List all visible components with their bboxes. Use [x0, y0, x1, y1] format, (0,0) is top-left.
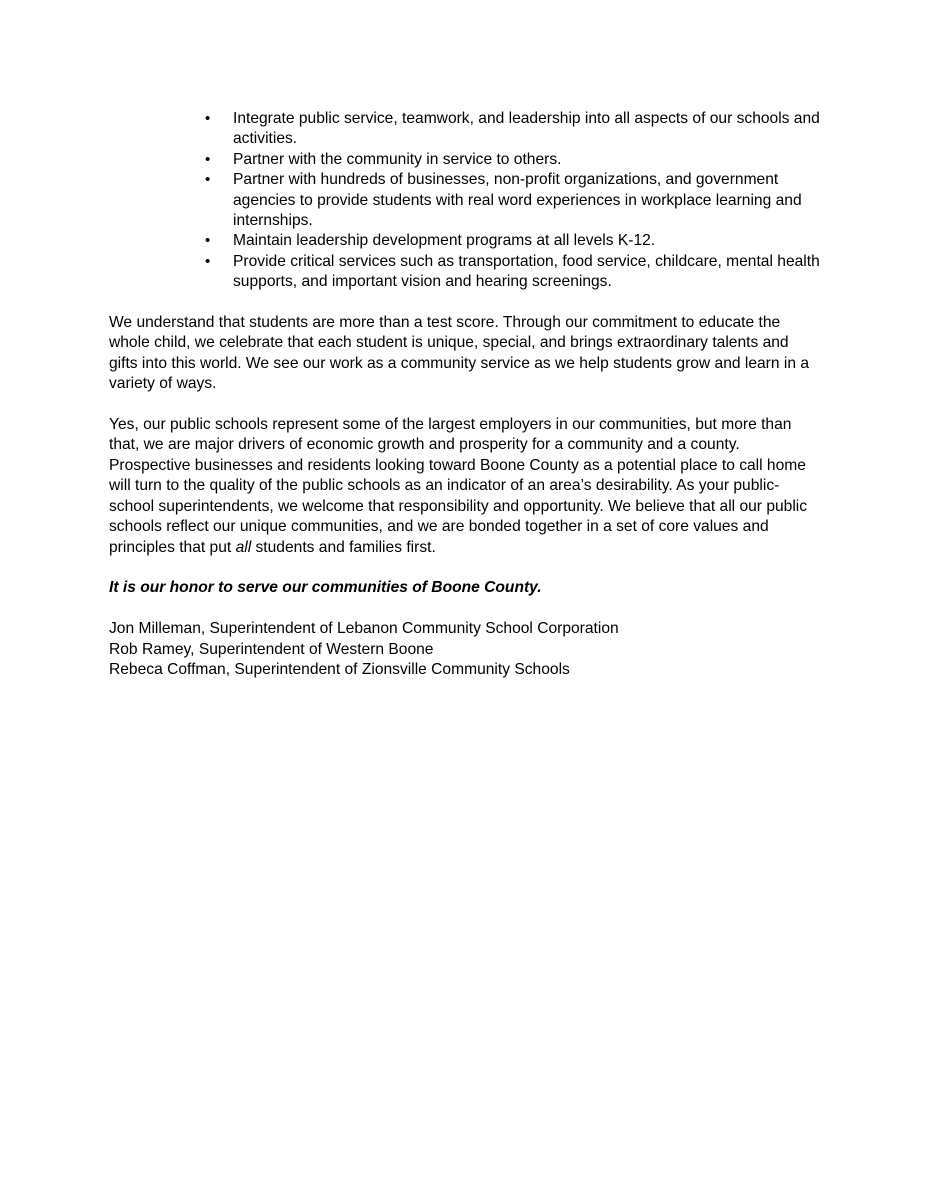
list-item	[205, 150, 821, 170]
signature-line: Jon Milleman, Superintendent of Lebanon Community School Corporation	[109, 620, 619, 638]
list-item	[205, 109, 821, 150]
spacer	[109, 293, 821, 313]
paragraph-whole-child: We understand that students are more than a test score. Through our commitment to educate the whole child, we celebrate that each student is unique, special, and brings extraordinary talents and gifts into this world. We see our work as a community service as we help students grow and learn in a variety of ways.	[109, 314, 810, 393]
signature-line: Rob Ramey, Superintendent of Western Boone	[109, 640, 434, 658]
bullet-text: Partner with the community in service to others.	[233, 150, 562, 168]
bullet-icon: •	[205, 171, 211, 189]
bullet-icon: •	[205, 232, 211, 250]
bullet-text: Integrate public service, teamwork, and leadership into all aspects of our schools and activities.	[233, 110, 820, 148]
spacer	[109, 395, 821, 415]
signature-line: Rebeca Coffman, Superintendent of Zionsville Community Schools	[109, 660, 570, 678]
bullet-icon: •	[205, 150, 211, 168]
spacer	[109, 558, 821, 578]
list-item	[205, 252, 821, 293]
paragraph-text: students and families first.	[251, 538, 436, 556]
bullet-icon: •	[205, 110, 211, 127]
list-item	[205, 170, 821, 231]
bullet-list	[109, 109, 821, 293]
spacer	[109, 599, 821, 619]
paragraph-text: Yes, our public schools represent some of the largest employers in our communities, but more than that, we are major drivers of economic growth and prosperity for a community and a county. Prospective businesses and residents looking toward Boone County as a potential place to call home will turn to the quality of the public schools as an indicator of an area’s desirability. As your public-school superintendents, we welcome that responsibility and opportunity. We believe that all our public schools reflect our unique communities, and we are bonded together in a set of core values and principles that put	[109, 416, 808, 556]
bullet-text: Maintain leadership development programs at all levels K-12.	[233, 232, 656, 250]
bullet-text: Partner with hundreds of businesses, non-profit organizations, and government agencies to provide students with real word experiences in workplace learning and internships.	[233, 171, 802, 230]
list-item	[205, 231, 821, 251]
honor-statement: It is our honor to serve our communities of Boone County.	[109, 579, 542, 597]
emphasis-word: all	[235, 538, 252, 556]
document-body	[109, 109, 821, 680]
paragraph-economic-growth	[109, 415, 821, 558]
bullet-icon: •	[205, 252, 211, 270]
bullet-text: Provide critical services such as transportation, food service, childcare, mental health supports, and important vision and hearing screenings.	[233, 252, 820, 291]
signature-block	[109, 619, 821, 680]
